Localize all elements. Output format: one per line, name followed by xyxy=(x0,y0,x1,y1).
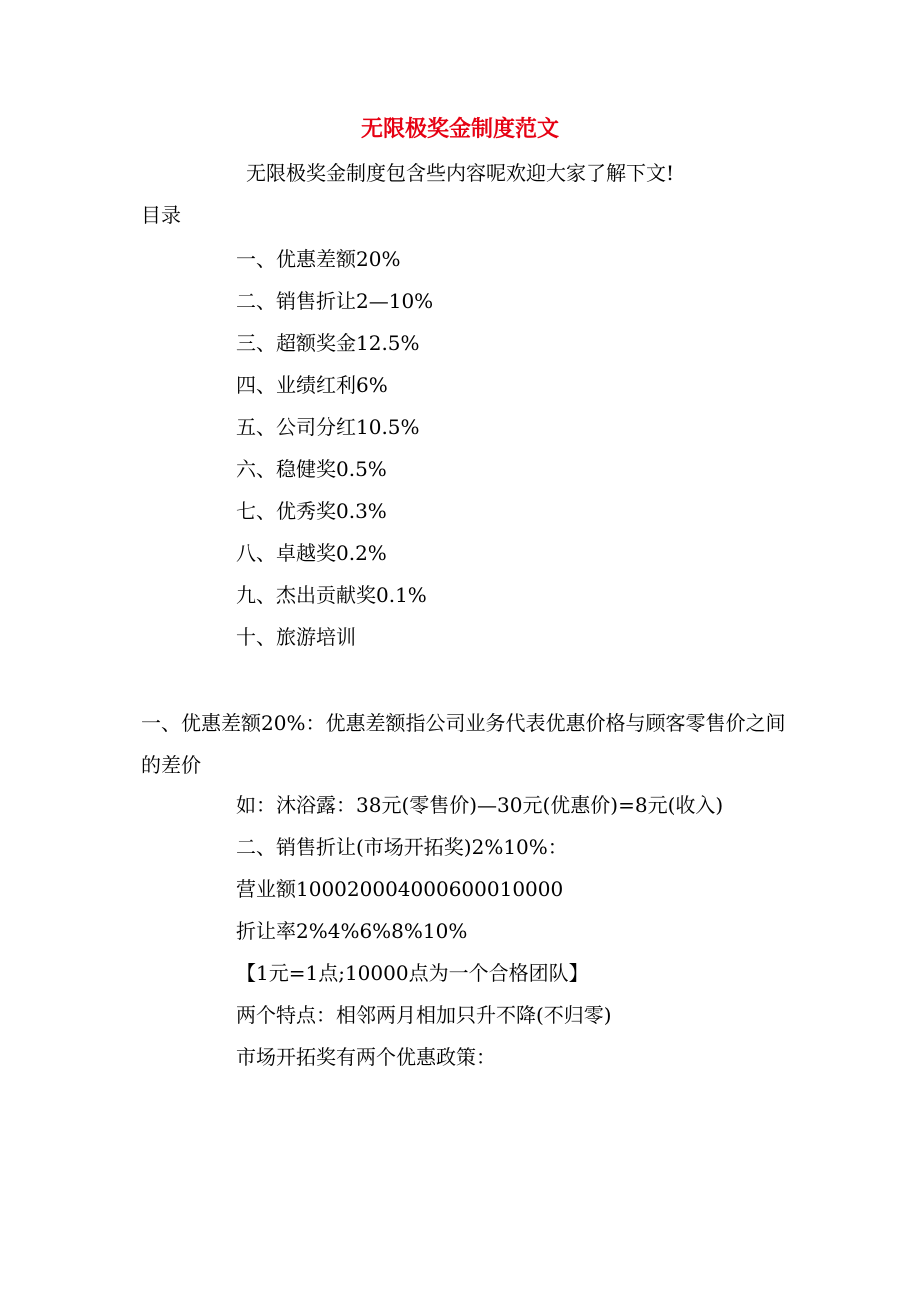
toc-item-1: 一、优惠差额20% xyxy=(236,247,401,271)
section2-policies: 市场开拓奖有两个优惠政策： xyxy=(236,1045,496,1069)
intro-text: 无限极奖金制度包含些内容呢欢迎大家了解下文! xyxy=(245,161,675,185)
toc-item-2: 二、销售折让2—10% xyxy=(236,289,434,313)
section2-note: 【1元=1点;10000点为一个合格团队】 xyxy=(236,961,589,985)
toc-item-9: 九、杰出贡献奖0.1% xyxy=(236,583,427,607)
document-title: 无限极奖金制度范文 xyxy=(360,116,559,142)
section2-heading: 二、销售折让(市场开拓奖)2%10%： xyxy=(236,835,568,859)
section1-example: 如：沐浴露：38元(零售价)—30元(优惠价)=8元(收入) xyxy=(236,793,724,817)
toc-heading: 目录 xyxy=(141,203,181,227)
toc-item-5: 五、公司分红10.5% xyxy=(236,415,420,439)
toc-item-10: 十、旅游培训 xyxy=(236,625,356,649)
toc-item-3: 三、超额奖金12.5% xyxy=(236,331,420,355)
section1-paragraph: 一、优惠差额20%：优惠差额指公司业务代表优惠价格与顾客零售价之间的差价 xyxy=(141,711,786,777)
section2-rate: 折让率2%4%6%8%10% xyxy=(236,919,468,943)
toc-item-8: 八、卓越奖0.2% xyxy=(236,541,387,565)
toc-item-7: 七、优秀奖0.3% xyxy=(236,499,387,523)
toc-item-4: 四、业绩红利6% xyxy=(236,373,388,397)
toc-item-6: 六、稳健奖0.5% xyxy=(236,457,387,481)
section2-turnover: 营业额100020004000600010000 xyxy=(236,877,564,901)
section2-features: 两个特点：相邻两月相加只升不降(不归零) xyxy=(236,1003,612,1027)
